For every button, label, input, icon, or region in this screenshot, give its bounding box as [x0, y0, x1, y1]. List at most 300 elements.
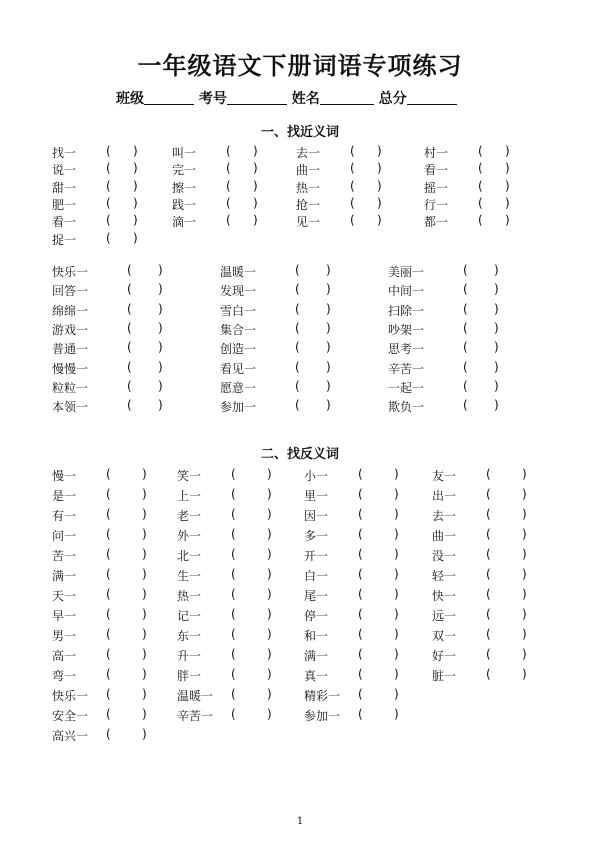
answer-blank-open[interactable]: (: [358, 507, 363, 521]
exercise-row: [0, 727, 600, 746]
prompt-word: 肥一: [52, 197, 77, 212]
answer-blank-close[interactable]: ): [505, 178, 510, 193]
answer-blank-close[interactable]: ): [522, 567, 527, 581]
prompt-word: 因一: [304, 509, 329, 523]
answer-blank-close[interactable]: ): [394, 587, 399, 601]
prompt-word: 苦一: [52, 549, 77, 563]
answer-blank-close[interactable]: ): [326, 359, 331, 374]
exercise-row: [0, 179, 600, 198]
prompt-word: 尾一: [304, 589, 329, 603]
answer-blank-open[interactable]: (: [295, 398, 300, 413]
prompt-word: 升一: [177, 649, 202, 663]
answer-blank-open[interactable]: (: [463, 320, 468, 335]
prompt-word: 没一: [432, 549, 457, 563]
prompt-word: 东一: [177, 629, 202, 643]
prompt-word: 脏一: [432, 669, 457, 683]
answer-blank-open[interactable]: (: [478, 213, 483, 228]
answer-blank-open[interactable]: (: [106, 195, 111, 210]
answer-blank-close[interactable]: ): [326, 340, 331, 355]
prompt-word: 天一: [52, 589, 77, 603]
answer-blank-open[interactable]: (: [106, 178, 111, 193]
answer-blank-open[interactable]: (: [358, 527, 363, 541]
prompt-word: 曲一: [432, 529, 457, 543]
prompt-word: 村一: [424, 146, 449, 160]
answer-blank-close[interactable]: ): [326, 263, 331, 277]
answer-blank-close[interactable]: ): [267, 547, 272, 561]
answer-blank-close[interactable]: ): [377, 161, 382, 176]
answer-blank-close[interactable]: ): [505, 161, 510, 176]
answer-blank-close[interactable]: ): [133, 144, 138, 158]
exercise-row: [0, 282, 600, 301]
answer-blank-close[interactable]: ): [394, 647, 399, 661]
prompt-word: 快一: [432, 589, 457, 603]
prompt-word: 擦一: [172, 180, 197, 195]
answer-blank-close[interactable]: ): [267, 487, 272, 501]
answer-blank-close[interactable]: ): [326, 301, 331, 316]
class-blank[interactable]: [144, 90, 194, 105]
prompt-word: 有一: [52, 509, 77, 523]
answer-blank-open[interactable]: (: [127, 301, 132, 316]
answer-blank-open[interactable]: (: [478, 161, 483, 176]
answer-blank-close[interactable]: ): [505, 144, 510, 158]
prompt-word: 行一: [424, 197, 449, 212]
answer-blank-close[interactable]: ): [142, 487, 147, 501]
prompt-word: 发现一: [220, 284, 257, 299]
answer-blank-close[interactable]: ): [394, 547, 399, 561]
answer-blank-open[interactable]: (: [463, 398, 468, 413]
answer-blank-open[interactable]: (: [478, 178, 483, 193]
answer-blank-close[interactable]: ): [142, 727, 147, 741]
answer-blank-close[interactable]: ): [494, 263, 499, 277]
answer-blank-close[interactable]: ): [267, 627, 272, 641]
answer-blank-open[interactable]: (: [106, 487, 111, 501]
answer-blank-open[interactable]: (: [358, 647, 363, 661]
answer-blank-open[interactable]: (: [358, 607, 363, 621]
exercise-row: [0, 379, 600, 398]
answer-blank-open[interactable]: (: [106, 687, 111, 701]
answer-blank-open[interactable]: (: [295, 301, 300, 316]
prompt-word: 叫一: [172, 146, 197, 160]
prompt-word: 参加一: [304, 709, 341, 723]
answer-blank-close[interactable]: ): [494, 398, 499, 413]
answer-blank-close[interactable]: ): [158, 378, 163, 393]
answer-blank-close[interactable]: ): [522, 627, 527, 641]
answer-blank-close[interactable]: ): [494, 359, 499, 374]
prompt-word: 去一: [432, 509, 457, 523]
answer-blank-open[interactable]: (: [106, 547, 111, 561]
prompt-word: 满一: [304, 649, 329, 663]
answer-blank-open[interactable]: (: [358, 587, 363, 601]
answer-blank-open[interactable]: (: [106, 161, 111, 176]
prompt-word: 看见一: [220, 361, 257, 376]
answer-blank-close[interactable]: ): [158, 398, 163, 413]
answer-blank-open[interactable]: (: [486, 467, 491, 481]
answer-blank-close[interactable]: ): [267, 587, 272, 601]
answer-blank-open[interactable]: (: [231, 467, 236, 481]
answer-blank-open[interactable]: (: [295, 359, 300, 374]
answer-blank-close[interactable]: ): [142, 667, 147, 681]
answer-blank-open[interactable]: (: [127, 378, 132, 393]
answer-blank-open[interactable]: (: [106, 727, 111, 741]
answer-blank-open[interactable]: (: [295, 282, 300, 297]
prompt-word: 愿意一: [220, 380, 257, 395]
prompt-word: 远一: [432, 609, 457, 623]
answer-blank-close[interactable]: ): [267, 707, 272, 721]
prompt-word: 曲一: [296, 163, 321, 178]
answer-blank-open[interactable]: (: [350, 213, 355, 228]
prompt-word: 快乐一: [52, 689, 89, 703]
answer-blank-open[interactable]: (: [463, 340, 468, 355]
answer-blank-open[interactable]: (: [231, 587, 236, 601]
class-field[interactable]: [116, 88, 194, 108]
prompt-word: 里一: [304, 489, 329, 503]
answer-blank-open[interactable]: (: [106, 507, 111, 521]
prompt-word: 热一: [177, 589, 202, 603]
prompt-word: 雪白一: [220, 303, 257, 318]
answer-blank-close[interactable]: ): [326, 320, 331, 335]
answer-blank-close[interactable]: ): [142, 507, 147, 521]
prompt-word: 践一: [172, 197, 197, 212]
prompt-word: 慢慢一: [52, 361, 89, 376]
answer-blank-close[interactable]: ): [142, 547, 147, 561]
answer-blank-close[interactable]: ): [267, 527, 272, 541]
answer-blank-close[interactable]: ): [267, 667, 272, 681]
prompt-word: 回答一: [52, 284, 89, 299]
total-score-field[interactable]: [379, 88, 457, 108]
answer-blank-close[interactable]: ): [133, 178, 138, 193]
answer-blank-close[interactable]: ): [522, 527, 527, 541]
answer-blank-close[interactable]: ): [522, 467, 527, 481]
answer-blank-open[interactable]: (: [295, 340, 300, 355]
answer-blank-open[interactable]: (: [463, 359, 468, 374]
answer-blank-close[interactable]: ): [253, 178, 258, 193]
answer-blank-open[interactable]: (: [231, 667, 236, 681]
answer-blank-open[interactable]: (: [486, 567, 491, 581]
answer-blank-close[interactable]: ): [522, 647, 527, 661]
answer-blank-close[interactable]: ): [253, 195, 258, 210]
answer-blank-open[interactable]: (: [226, 195, 231, 210]
answer-blank-close[interactable]: ): [522, 487, 527, 501]
prompt-word: 看一: [52, 215, 77, 230]
answer-blank-close[interactable]: ): [377, 213, 382, 228]
answer-blank-open[interactable]: (: [106, 467, 111, 481]
answer-blank-open[interactable]: (: [486, 667, 491, 681]
answer-blank-close[interactable]: ): [267, 687, 272, 701]
answer-blank-close[interactable]: ): [142, 647, 147, 661]
answer-blank-close[interactable]: ): [377, 178, 382, 193]
prompt-word: 看一: [424, 163, 449, 178]
prompt-word: 好一: [432, 649, 457, 663]
prompt-word: 欺负一: [388, 400, 425, 415]
answer-blank-close[interactable]: ): [253, 161, 258, 176]
answer-blank-open[interactable]: (: [358, 467, 363, 481]
prompt-word: 外一: [177, 529, 202, 543]
prompt-word: 吵架一: [388, 322, 425, 337]
answer-blank-open[interactable]: (: [106, 230, 111, 245]
answer-blank-open[interactable]: (: [106, 587, 111, 601]
worksheet-title: 一年级语文下册词语专项练习: [137, 52, 463, 80]
answer-blank-open[interactable]: (: [486, 527, 491, 541]
prompt-word: 完一: [172, 163, 197, 178]
answer-blank-close[interactable]: ): [142, 607, 147, 621]
answer-blank-close[interactable]: ): [377, 195, 382, 210]
answer-blank-close[interactable]: ): [494, 320, 499, 335]
answer-blank-close[interactable]: ): [133, 161, 138, 176]
answer-blank-open[interactable]: (: [486, 507, 491, 521]
answer-blank-close[interactable]: ): [494, 301, 499, 316]
answer-blank-open[interactable]: (: [226, 178, 231, 193]
exam-number-blank[interactable]: [227, 90, 287, 105]
answer-blank-open[interactable]: (: [350, 144, 355, 158]
answer-blank-close[interactable]: ): [522, 507, 527, 521]
prompt-word: 普通一: [52, 342, 89, 357]
prompt-word: 双一: [432, 629, 457, 643]
prompt-word: 找一: [52, 146, 77, 160]
exam-number-field[interactable]: [199, 88, 287, 108]
answer-blank-open[interactable]: (: [478, 144, 483, 158]
answer-blank-close[interactable]: ): [267, 507, 272, 521]
prompt-word: 轻一: [432, 569, 457, 583]
prompt-word: 开一: [304, 549, 329, 563]
prompt-word: 温暖一: [177, 689, 214, 703]
answer-blank-close[interactable]: ): [326, 282, 331, 297]
answer-blank-close[interactable]: ): [494, 378, 499, 393]
answer-blank-open[interactable]: (: [127, 263, 132, 277]
answer-blank-open[interactable]: (: [295, 378, 300, 393]
prompt-word: 和一: [304, 629, 329, 643]
answer-blank-open[interactable]: (: [127, 340, 132, 355]
prompt-word: 参加一: [220, 400, 257, 415]
answer-blank-open[interactable]: (: [295, 320, 300, 335]
answer-blank-close[interactable]: ): [133, 213, 138, 228]
answer-blank-open[interactable]: (: [226, 213, 231, 228]
answer-blank-close[interactable]: ): [158, 301, 163, 316]
answer-blank-close[interactable]: ): [326, 398, 331, 413]
prompt-word: 见一: [296, 215, 321, 230]
answer-blank-open[interactable]: (: [106, 647, 111, 661]
answer-blank-close[interactable]: ): [267, 467, 272, 481]
exercise-row: [0, 263, 600, 282]
answer-blank-open[interactable]: (: [478, 195, 483, 210]
answer-blank-close[interactable]: ): [142, 527, 147, 541]
prompt-word: 热一: [296, 180, 321, 195]
answer-blank-close[interactable]: ): [394, 667, 399, 681]
prompt-word: 游戏一: [52, 322, 89, 337]
prompt-word: 老一: [177, 509, 202, 523]
answer-blank-close[interactable]: ): [394, 687, 399, 701]
answer-blank-open[interactable]: (: [486, 487, 491, 501]
answer-blank-open[interactable]: (: [350, 195, 355, 210]
exercise-row: [0, 647, 600, 666]
exercise-row: [0, 607, 600, 626]
prompt-word: 抢一: [296, 197, 321, 212]
prompt-word: 粒粒一: [52, 380, 89, 395]
answer-blank-close[interactable]: ): [394, 627, 399, 641]
answer-blank-open[interactable]: (: [231, 567, 236, 581]
prompt-word: 安全一: [52, 709, 89, 723]
answer-blank-close[interactable]: ): [505, 195, 510, 210]
answer-blank-open[interactable]: (: [486, 607, 491, 621]
section1-title: 一、找近义词: [260, 125, 339, 140]
answer-blank-close[interactable]: ): [142, 687, 147, 701]
answer-blank-open[interactable]: (: [231, 687, 236, 701]
prompt-word: 高兴一: [52, 729, 89, 743]
answer-blank-open[interactable]: (: [350, 178, 355, 193]
answer-blank-open[interactable]: (: [231, 507, 236, 521]
exercise-row: [0, 144, 600, 163]
exercise-row: [0, 527, 600, 546]
answer-blank-close[interactable]: ): [253, 144, 258, 158]
prompt-word: 记一: [177, 609, 202, 623]
exercise-row: [0, 687, 600, 706]
section2-title: 二、找反义词: [260, 447, 339, 462]
answer-blank-open[interactable]: (: [127, 359, 132, 374]
answer-blank-close[interactable]: ): [267, 647, 272, 661]
answer-blank-open[interactable]: (: [358, 667, 363, 681]
answer-blank-open[interactable]: (: [127, 398, 132, 413]
answer-blank-close[interactable]: ): [267, 607, 272, 621]
answer-blank-close[interactable]: ): [494, 340, 499, 355]
prompt-word: 摇一: [424, 180, 449, 195]
answer-blank-open[interactable]: (: [106, 144, 111, 158]
answer-blank-close[interactable]: ): [253, 213, 258, 228]
answer-blank-open[interactable]: (: [231, 607, 236, 621]
answer-blank-close[interactable]: ): [158, 359, 163, 374]
answer-blank-close[interactable]: ): [394, 487, 399, 501]
answer-blank-close[interactable]: ): [394, 707, 399, 721]
answer-blank-open[interactable]: (: [358, 547, 363, 561]
answer-blank-close[interactable]: ): [522, 667, 527, 681]
exercise-row: [0, 231, 600, 250]
prompt-word: 美丽一: [388, 265, 425, 279]
answer-blank-open[interactable]: (: [226, 161, 231, 176]
answer-blank-open[interactable]: (: [226, 144, 231, 158]
answer-blank-open[interactable]: (: [463, 301, 468, 316]
answer-blank-close[interactable]: ): [394, 467, 399, 481]
answer-blank-open[interactable]: (: [231, 627, 236, 641]
total-score-blank[interactable]: [407, 90, 457, 105]
answer-blank-close[interactable]: ): [158, 320, 163, 335]
prompt-word: 甜一: [52, 180, 77, 195]
answer-blank-open[interactable]: (: [358, 707, 363, 721]
answer-blank-open[interactable]: (: [106, 707, 111, 721]
answer-blank-open[interactable]: (: [486, 547, 491, 561]
exercise-row: [0, 302, 600, 321]
exercise-row: [0, 213, 600, 232]
exercise-row: [0, 487, 600, 506]
exercise-row: [0, 707, 600, 726]
answer-blank-close[interactable]: ): [133, 230, 138, 245]
answer-blank-open[interactable]: (: [463, 263, 468, 277]
answer-blank-open[interactable]: (: [231, 647, 236, 661]
answer-blank-open[interactable]: (: [463, 378, 468, 393]
answer-blank-open[interactable]: (: [486, 627, 491, 641]
prompt-word: 思考一: [388, 342, 425, 357]
answer-blank-open[interactable]: (: [106, 607, 111, 621]
prompt-word: 说一: [52, 163, 77, 178]
answer-blank-open[interactable]: (: [106, 567, 111, 581]
prompt-word: 一起一: [388, 380, 425, 395]
answer-blank-open[interactable]: (: [106, 527, 111, 541]
name-label: 姓名: [291, 91, 320, 107]
prompt-word: 弯一: [52, 669, 77, 683]
answer-blank-open[interactable]: (: [106, 627, 111, 641]
prompt-word: 白一: [304, 569, 329, 583]
answer-blank-open[interactable]: (: [231, 707, 236, 721]
answer-blank-open[interactable]: (: [295, 263, 300, 277]
prompt-word: 笑一: [177, 469, 202, 483]
answer-blank-open[interactable]: (: [486, 647, 491, 661]
answer-blank-close[interactable]: ): [158, 282, 163, 297]
answer-blank-open[interactable]: (: [358, 487, 363, 501]
answer-blank-close[interactable]: ): [494, 282, 499, 297]
answer-blank-open[interactable]: (: [106, 667, 111, 681]
prompt-word: 都一: [424, 215, 449, 230]
prompt-word: 上一: [177, 489, 202, 503]
prompt-word: 辛苦一: [388, 361, 425, 376]
answer-blank-close[interactable]: ): [394, 607, 399, 621]
answer-blank-close[interactable]: ): [522, 587, 527, 601]
answer-blank-close[interactable]: ): [133, 195, 138, 210]
exercise-row: [0, 587, 600, 606]
exercise-row: [0, 360, 600, 379]
answer-blank-open[interactable]: (: [231, 547, 236, 561]
answer-blank-close[interactable]: ): [394, 527, 399, 541]
exercise-row: [0, 340, 600, 359]
answer-blank-open[interactable]: (: [358, 567, 363, 581]
exercise-row: [0, 507, 600, 526]
answer-blank-close[interactable]: ): [142, 587, 147, 601]
prompt-word: 本领一: [52, 400, 89, 415]
prompt-word: 中间一: [388, 284, 425, 299]
answer-blank-open[interactable]: (: [486, 587, 491, 601]
answer-blank-open[interactable]: (: [358, 627, 363, 641]
answer-blank-close[interactable]: ): [326, 378, 331, 393]
answer-blank-open[interactable]: (: [106, 213, 111, 228]
prompt-word: 去一: [296, 146, 321, 160]
prompt-word: 高一: [52, 649, 77, 663]
answer-blank-close[interactable]: ): [394, 507, 399, 521]
answer-blank-close[interactable]: ): [158, 340, 163, 355]
answer-blank-close[interactable]: ): [142, 467, 147, 481]
exercise-row: [0, 467, 600, 486]
answer-blank-close[interactable]: ): [158, 263, 163, 277]
exercise-row: [0, 547, 600, 566]
name-field[interactable]: [292, 88, 374, 108]
answer-blank-open[interactable]: (: [463, 282, 468, 297]
prompt-word: 精彩一: [304, 689, 341, 703]
answer-blank-close[interactable]: ): [522, 607, 527, 621]
prompt-word: 满一: [52, 569, 77, 583]
answer-blank-close[interactable]: ): [142, 567, 147, 581]
answer-blank-open[interactable]: (: [350, 161, 355, 176]
answer-blank-close[interactable]: ): [505, 213, 510, 228]
page-number: 1: [296, 816, 304, 827]
answer-blank-open[interactable]: (: [231, 487, 236, 501]
answer-blank-open[interactable]: (: [231, 527, 236, 541]
answer-blank-close[interactable]: ): [394, 567, 399, 581]
answer-blank-open[interactable]: (: [127, 320, 132, 335]
answer-blank-close[interactable]: ): [142, 707, 147, 721]
answer-blank-close[interactable]: ): [142, 627, 147, 641]
name-blank[interactable]: [320, 90, 374, 105]
prompt-word: 生一: [177, 569, 202, 583]
answer-blank-close[interactable]: ): [267, 567, 272, 581]
answer-blank-open[interactable]: (: [358, 687, 363, 701]
answer-blank-close[interactable]: ): [522, 547, 527, 561]
answer-blank-close[interactable]: ): [377, 144, 382, 158]
answer-blank-open[interactable]: (: [127, 282, 132, 297]
